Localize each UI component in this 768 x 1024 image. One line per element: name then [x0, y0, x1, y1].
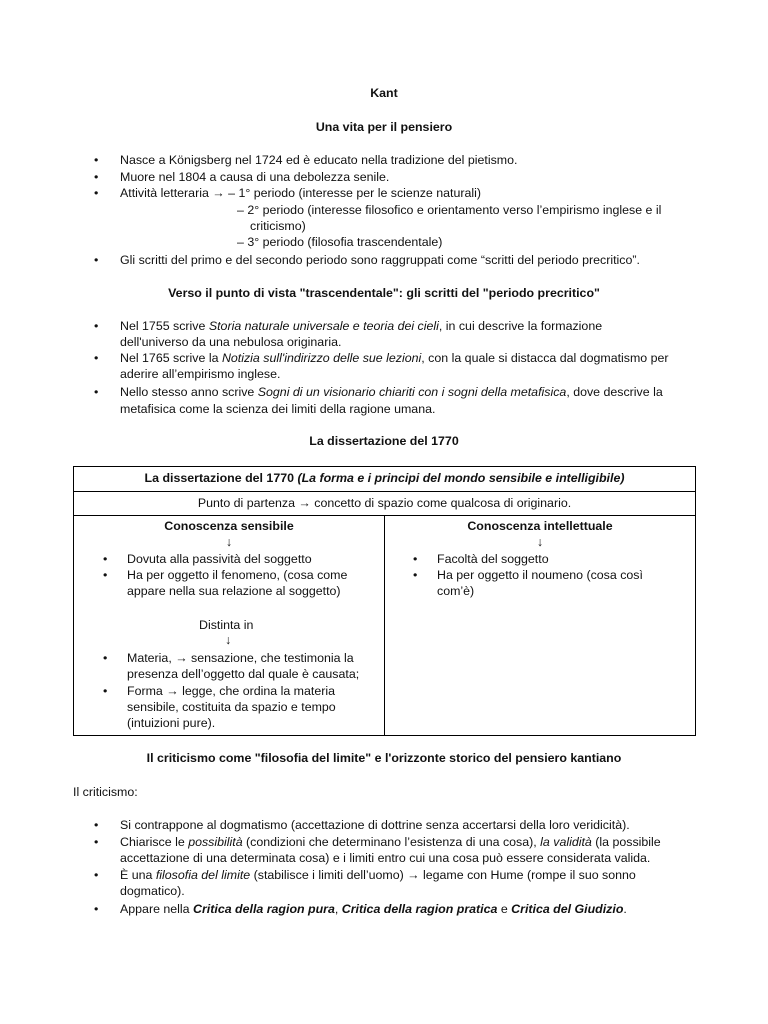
bullet-icon: • [94, 170, 99, 184]
bullet-icon: • [94, 351, 99, 365]
list-item: Appare nella Critica della ragion pura, Critica della ragion pratica e Critica del Giudizio. [120, 902, 627, 916]
list-item: Si contrappone al dogmatismo (accettazione di dottrine senza accertarsi della loro veridicità). [120, 818, 630, 832]
list-item: Nel 1755 scrive Storia naturale universale e teoria dei cieli, in cui descrive la formazione [120, 319, 603, 333]
list-item: Nello stesso anno scrive Sogni di un visionario chiariti con i sogni della metafisica, dove descrive la [120, 385, 663, 399]
list-item: Attività letteraria → – 1° periodo (interesse per le scienze naturali) [120, 186, 482, 200]
bullet-icon: • [103, 651, 108, 665]
bullet-icon: • [94, 253, 99, 267]
down-arrow-icon: ↓ [225, 633, 232, 647]
bullet-icon: • [94, 818, 99, 832]
list-item-continuation: metafisica come la scienza dei limiti della ragione umana. [120, 402, 436, 416]
list-item-continuation: – 2° periodo (interesse filosofico e orientamento verso l’empirismo inglese e il [237, 203, 662, 217]
bullet-icon: • [94, 153, 99, 167]
list-item: Ha per oggetto il fenomeno, (cosa come [127, 568, 348, 582]
page-subtitle: Una vita per il pensiero [315, 120, 453, 134]
right-column [385, 516, 696, 736]
list-item: Ha per oggetto il noumeno (cosa così [437, 568, 643, 582]
bullet-icon: • [413, 552, 418, 566]
column-title: Conoscenza intellettuale [467, 519, 613, 533]
bullet-icon: • [94, 902, 99, 916]
left-column [74, 516, 385, 736]
list-item-continuation: aderire all’empirismo inglese. [120, 367, 281, 381]
down-arrow-icon: ↓ [225, 535, 233, 549]
list-item-continuation: dogmatico). [120, 884, 185, 898]
list-item: Forma → legge, che ordina la materia [127, 684, 335, 698]
list-item-continuation: dell'universo da una nebulosa originaria. [120, 335, 342, 349]
dissertation-table [73, 466, 696, 736]
bullet-icon: • [103, 684, 108, 698]
list-item-continuation: presenza dell’oggetto dal quale è causata; [127, 667, 360, 681]
bullet-icon: • [103, 552, 108, 566]
bullet-icon: • [94, 835, 99, 849]
list-item-continuation: criticismo) [250, 219, 306, 233]
list-item: Gli scritti del primo e del secondo periodo sono raggruppati come “scritti del periodo precritico”. [120, 253, 640, 267]
bullet-icon: • [103, 568, 108, 582]
list-item: Chiarisce le possibilità (condizioni che determinano l’esistenza di una cosa), la validità (la possibile [120, 835, 661, 849]
down-arrow-icon: ↓ [536, 535, 544, 549]
distinta-label: Distinta in [199, 618, 254, 632]
bullet-icon: • [94, 186, 99, 200]
list-item-continuation: (intuizioni pure). [127, 716, 216, 730]
list-item: Dovuta alla passività del soggetto [127, 552, 312, 566]
bullet-icon: • [94, 868, 99, 882]
list-item-continuation: – 3° periodo (filosofia trascendentale) [237, 235, 443, 249]
list-item-continuation: sensibile, costituita da spazio e tempo [127, 700, 336, 714]
list-item-continuation: accettazione di una determinata cosa) e i limiti entro cui una cosa può essere considerata valida. [120, 851, 651, 865]
list-item: È una filosofia del limite (stabilisce i limiti dell’uomo) → legame con Hume (rompe il suo sonno [120, 868, 636, 882]
bullet-icon: • [413, 568, 418, 582]
bullet-icon: • [94, 385, 99, 399]
section-heading: Verso il punto di vista "trascendentale": gli scritti del "periodo precritico" [168, 286, 600, 300]
list-item-continuation: appare nella sua relazione al soggetto) [127, 584, 341, 598]
table-header: La dissertazione del 1770 (La forma e i principi del mondo sensibile e intelligibile) [74, 467, 696, 492]
column-title: Conoscenza sensibile [164, 519, 294, 533]
section-heading: La dissertazione del 1770 [309, 434, 459, 448]
table-start-row: Punto di partenza → concetto di spazio come qualcosa di originario. [74, 492, 696, 516]
list-item: Nel 1765 scrive la Notizia sull'indirizzo delle sue lezioni, con la quale si distacca dal dogmatismo per [120, 351, 669, 365]
bullet-icon: • [94, 319, 99, 333]
list-item: Muore nel 1804 a causa di una debolezza senile. [120, 170, 390, 184]
section-heading: Il criticismo come "filosofia del limite" e l'orizzonte storico del pensiero kantiano [146, 751, 622, 765]
list-item: Materia, → sensazione, che testimonia la [127, 651, 354, 665]
list-item-continuation: com’è) [437, 584, 475, 598]
paragraph-intro: Il criticismo: [73, 785, 138, 799]
page-title: Kant [370, 86, 398, 100]
list-item: Nasce a Königsberg nel 1724 ed è educato nella tradizione del pietismo. [120, 153, 518, 167]
list-item: Facoltà del soggetto [437, 552, 549, 566]
